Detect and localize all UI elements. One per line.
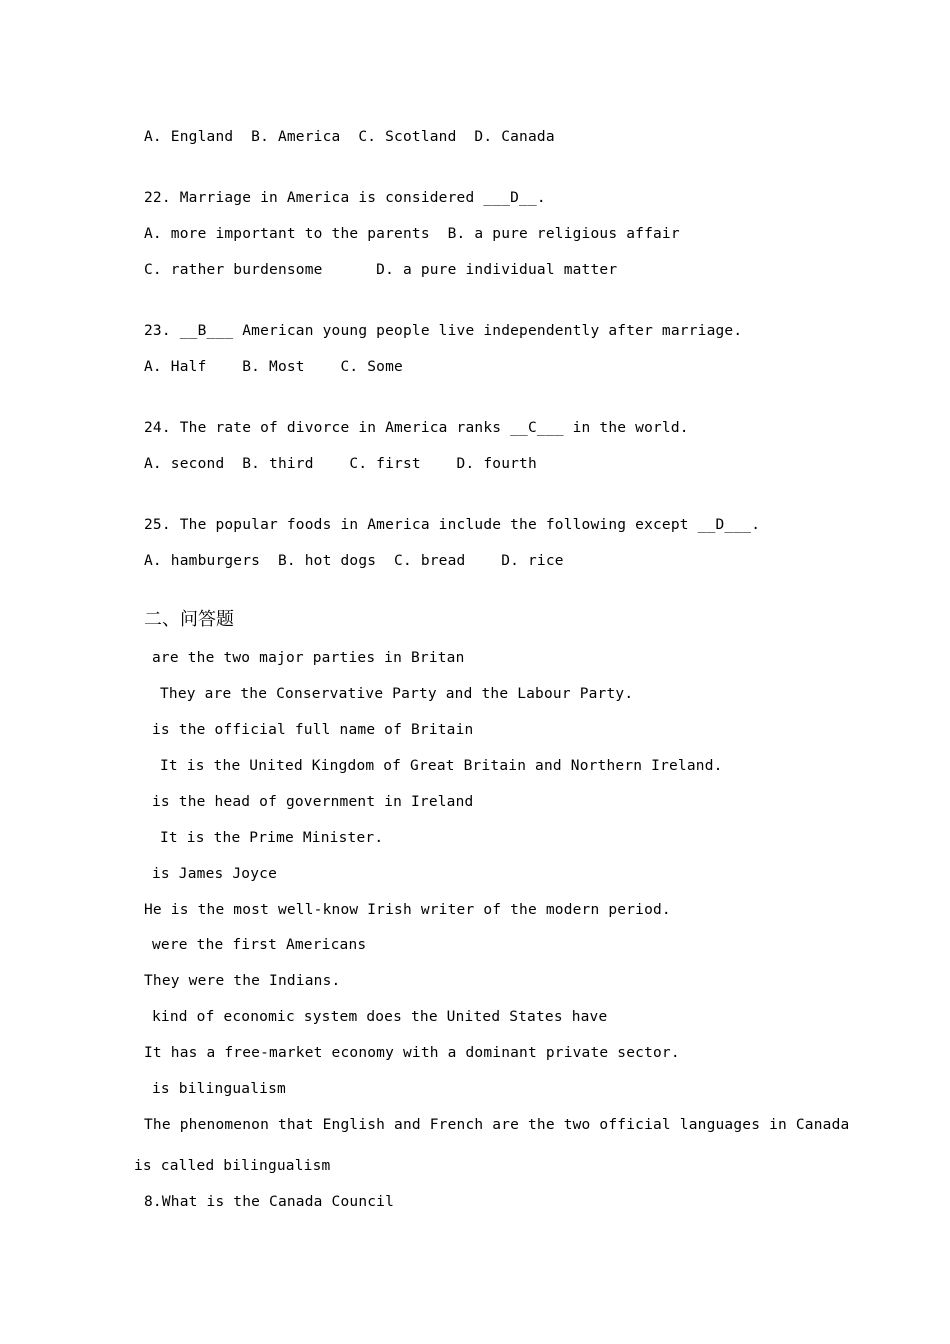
q25-options: A. hamburgers B. hot dogs C. bread D. rice	[144, 553, 564, 569]
q22-options-line2: C. rather burdensome D. a pure individual matter	[144, 262, 618, 278]
qa-answer-7-line1: The phenomenon that English and French are the two official languages in Canada	[144, 1117, 850, 1133]
qa-answer-4: He is the most well-know Irish writer of the modern period.	[144, 902, 671, 918]
section-heading: 二、问答题	[144, 609, 234, 630]
qa-answer-3: It is the Prime Minister.	[160, 830, 384, 846]
qa-answer-7-line2: is called bilingualism	[134, 1158, 331, 1174]
q23-stem: 23. __B___ American young people live independently after marriage.	[144, 323, 743, 339]
qa-question-8: 8.What is the Canada Council	[144, 1194, 395, 1210]
qa-answer-6: It has a free-market economy with a dominant private sector.	[144, 1045, 680, 1061]
q22-options-line1: A. more important to the parents B. a pure religious affair	[144, 226, 680, 242]
q24-stem: 24. The rate of divorce in America ranks __C___ in the world.	[144, 420, 689, 436]
qa-question-6: kind of economic system does the United States have	[152, 1009, 608, 1025]
qa-question-4: is James Joyce	[152, 866, 278, 882]
q22-stem: 22. Marriage in America is considered ___D__.	[144, 190, 546, 206]
qa-question-5: were the first Americans	[152, 937, 367, 953]
q25-stem: 25. The popular foods in America include the following except __D___.	[144, 517, 761, 533]
qa-question-3: is the head of government in Ireland	[152, 794, 474, 810]
qa-answer-5: They were the Indians.	[144, 973, 341, 989]
qa-question-2: is the official full name of Britain	[152, 722, 474, 738]
q21-options: A. England B. America C. Scotland D. Canada	[144, 129, 555, 145]
qa-question-7: is bilingualism	[152, 1081, 286, 1097]
qa-answer-2: It is the United Kingdom of Great Britain and Northern Ireland.	[160, 758, 723, 774]
qa-question-1: are the two major parties in Britan	[152, 650, 465, 666]
q24-options: A. second B. third C. first D. fourth	[144, 456, 537, 472]
qa-answer-1: They are the Conservative Party and the Labour Party.	[160, 686, 634, 702]
q23-options: A. Half B. Most C. Some	[144, 359, 403, 375]
